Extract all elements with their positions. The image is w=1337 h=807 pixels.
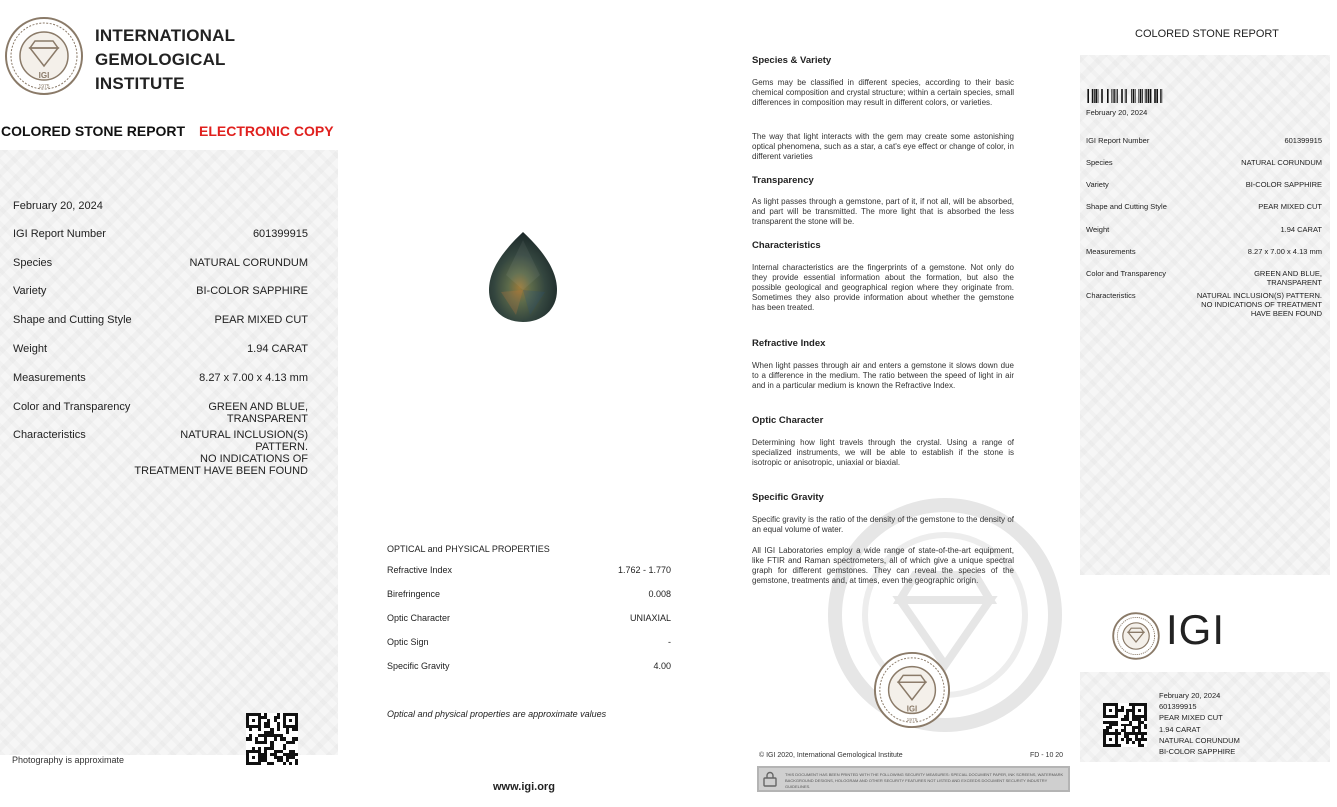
- seal-year: 1975: [906, 718, 918, 724]
- card-summary-line: 601399915: [1159, 702, 1197, 711]
- card-summary-line: 1.94 CARAT: [1159, 725, 1201, 734]
- barcode-bar: [1114, 89, 1115, 103]
- barcode-bar: [1135, 89, 1136, 103]
- barcode-bar: [1098, 89, 1099, 103]
- info-paragraph: The way that light interacts with the gem may create some astonishing optical phenomena, such as a star, a cat's eye effect or change of color, in different varieties: [752, 132, 1014, 161]
- security-text: THIS DOCUMENT HAS BEEN PRINTED WITH THE FOLLOWING SECURITY MEASURES: SPECIAL DOCUMENT PAPER, INK SCREENS, WATERMARK BACKGROUND DESIGNS, HOLOGRAM AND OTHER SECURITY FEATURES NOT LISTED AND EXCEEDS DOCUMENT SECURITY INDUSTRY GUIDELINES.: [785, 772, 1064, 789]
- info-paragraph: Specific gravity is the ratio of the density of the gemstone to the density of an equal volume of water.: [752, 515, 1014, 534]
- card-summary-line: February 20, 2024: [1159, 691, 1221, 700]
- seal-monogram: IGI: [906, 704, 918, 714]
- barcode-bar: [1121, 89, 1123, 103]
- card-date: February 20, 2024: [1086, 108, 1148, 117]
- barcode-bar: [1150, 89, 1152, 103]
- barcode-bar: [1133, 89, 1135, 103]
- barcode-bar: [1148, 89, 1150, 103]
- info-paragraph: All IGI Laboratories employ a wide range of state-of-the-art equipment, like FTIR and Raman spectrometers, all of which give a unique spectral graph for different gemstones. They can reveal the species of the gemstone, treatments and, at times, even the geographic origin.: [752, 546, 1014, 585]
- electronic-copy-label: ELECTRONIC COPY: [199, 123, 334, 139]
- website-link[interactable]: www.igi.org: [493, 781, 555, 793]
- photography-note: Photography is approximate: [12, 755, 125, 765]
- card-summary-line: PEAR MIXED CUT: [1159, 713, 1223, 722]
- barcode-bar: [1146, 89, 1147, 103]
- barcode-bar: [1125, 89, 1126, 103]
- barcode-bar: [1145, 89, 1146, 103]
- barcode-bar: [1107, 89, 1109, 103]
- barcode-bar: [1126, 89, 1127, 103]
- info-heading: Species & Variety: [752, 55, 832, 66]
- barcode-bar: [1116, 89, 1117, 103]
- info-paragraph: Determining how light travels through the crystal. Using a range of specialized instruments, we will be able to establish if the stone is isotropic or anisotropic, uniaxial or biaxial.: [752, 438, 1014, 467]
- institute-line: INTERNATIONAL: [95, 26, 236, 45]
- barcode-bar: [1117, 89, 1118, 103]
- institute-line: GEMOLOGICAL: [95, 50, 226, 69]
- igi-logo-seal-icon: [1112, 612, 1160, 660]
- info-paragraph: As light passes through a gemstone, part of it, if not all, will be absorbed, and part will be transmitted. The more light that is absorbed the less transparent the stone will be.: [752, 197, 1014, 226]
- barcode-bar: [1111, 89, 1112, 103]
- report-title: COLORED STONE REPORT: [1, 123, 186, 139]
- barcode-bar: [1092, 89, 1094, 103]
- info-heading: Refractive Index: [752, 338, 826, 349]
- form-code: FD - 10 20: [1030, 752, 1064, 759]
- igi-logo-text: IGI: [1166, 606, 1226, 653]
- qr-code-icon[interactable]: [246, 713, 298, 765]
- barcode-bar: [1156, 89, 1158, 103]
- barcode-bar: [1095, 89, 1097, 103]
- barcode-bar: [1087, 89, 1089, 103]
- optical-properties-title: OPTICAL and PHYSICAL PROPERTIES: [387, 544, 550, 554]
- barcode-bar: [1138, 89, 1139, 103]
- institute-line: INSTITUTE: [95, 74, 185, 93]
- barcode-bar: [1161, 89, 1162, 103]
- barcode-bar: [1113, 89, 1114, 103]
- gemstone-photo: [486, 230, 560, 324]
- security-notice: [757, 766, 1070, 792]
- barcode-icon: [1086, 89, 1163, 103]
- info-heading: Optic Character: [752, 415, 824, 426]
- optical-note: Optical and physical properties are approximate values: [387, 709, 607, 719]
- barcode-bar: [1154, 89, 1156, 103]
- institute-seal-icon: [873, 651, 951, 729]
- info-paragraph: Internal characteristics are the fingerprints of a gemstone. Not only do they provide essential information about the formation, but also the possible geological and geographical region where they originate from. Sometimes they also provide information about whether the gemstone has been treated.: [752, 263, 1014, 312]
- card-qr-code-icon[interactable]: [1103, 703, 1147, 747]
- seal-monogram: IGI: [38, 71, 50, 80]
- info-heading: Specific Gravity: [752, 492, 824, 503]
- barcode-bar: [1131, 89, 1132, 103]
- barcode-bar: [1142, 89, 1143, 103]
- card-summary-line: NATURAL CORUNDUM: [1159, 736, 1240, 745]
- lock-icon: [763, 771, 777, 787]
- barcode-bar: [1094, 89, 1095, 103]
- report-date-value: February 20, 2024: [13, 200, 103, 212]
- info-heading: Characteristics: [752, 240, 821, 251]
- barcode-bar: [1160, 89, 1161, 103]
- barcode-bar: [1101, 89, 1103, 103]
- info-paragraph: Gems may be classified in different species, according to their basic chemical composition and crystal structure; within a certain species, small differences in composition may result in different colors, or varieties.: [752, 78, 1014, 107]
- institute-name: [95, 24, 235, 96]
- info-paragraph: When light passes through air and enters a gemstone it slows down due to a difference in the medium. The ratio between the speed of light in air and in a particular medium is known the Refractive Index.: [752, 361, 1014, 390]
- info-heading: Transparency: [752, 175, 814, 186]
- igi-seal-icon: [4, 16, 84, 96]
- card-title: COLORED STONE REPORT: [1135, 28, 1279, 40]
- seal-year: 1975: [38, 84, 50, 90]
- copyright-text: © IGI 2020, International Gemological Institute: [759, 752, 903, 759]
- barcode-bar: [1140, 89, 1142, 103]
- card-summary-line: BI-COLOR SAPPHIRE: [1159, 747, 1236, 756]
